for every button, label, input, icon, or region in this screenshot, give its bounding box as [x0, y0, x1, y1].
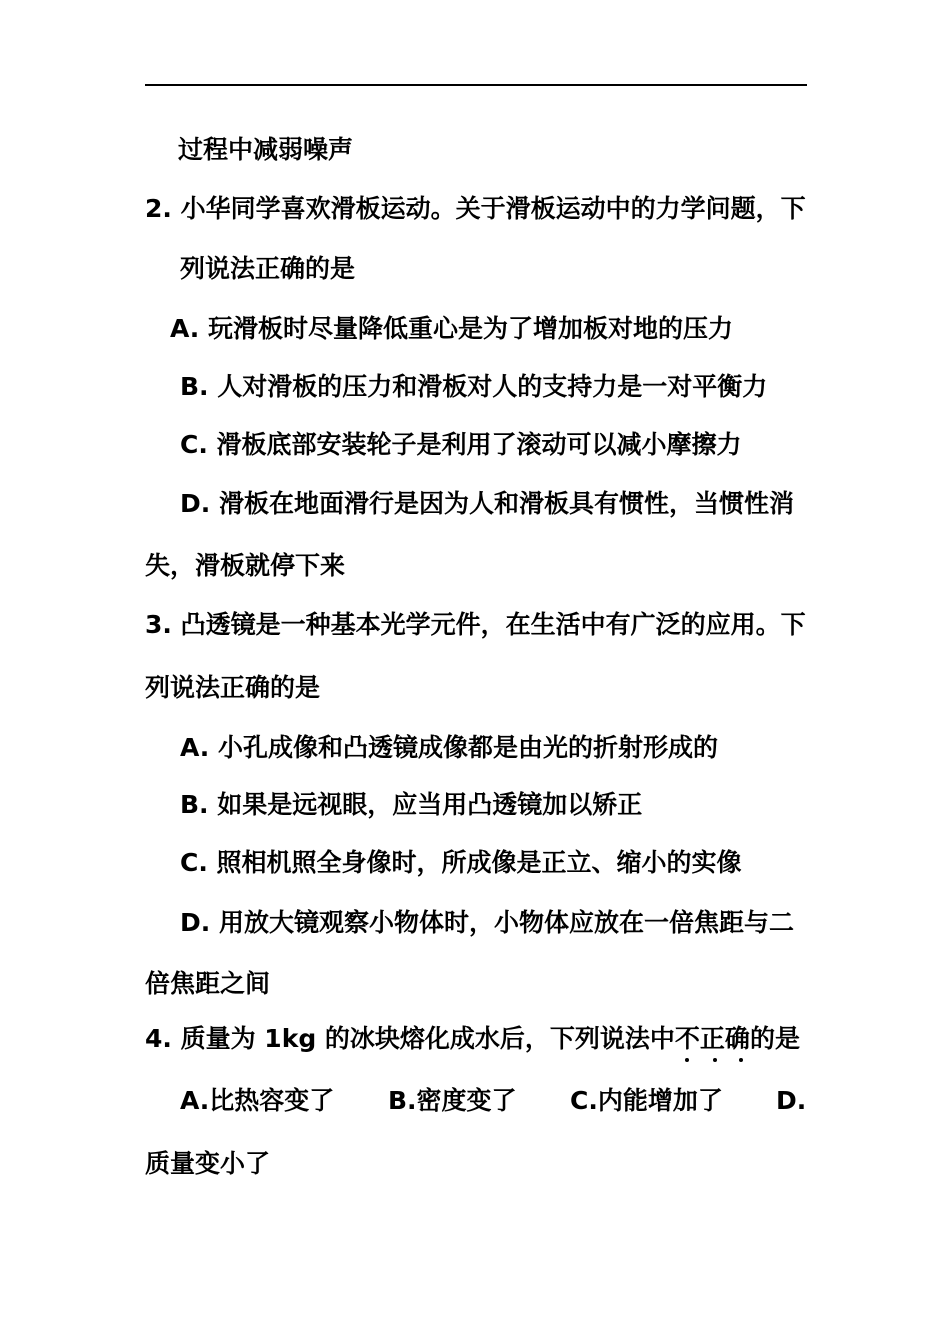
q4-stem	[145, 1022, 800, 1056]
q3-stem-line-2: 列说法正确的是	[145, 673, 321, 702]
q3-option-d-line-1: D. 用放大镜观察小物体时，小物体应放在一倍焦距与二	[180, 908, 794, 937]
q3-option-d-line-2: 倍焦距之间	[145, 969, 271, 998]
q2-option-b: B. 人对滑板的压力和滑板对人的支持力是一对平衡力	[180, 372, 768, 401]
q4-stem-text-post: 的是	[749, 1024, 800, 1053]
q4-option-c: C.内能增加了	[570, 1086, 723, 1115]
q3-stem-line-1: 3. 凸透镜是一种基本光学元件，在生活中有广泛的应用。下	[145, 610, 806, 639]
q4-stem-emphasized-text	[675, 1024, 750, 1053]
q3-option-a: A. 小孔成像和凸透镜成像都是由光的折射形成的	[180, 733, 719, 762]
q4-stem-text-pre: 4. 质量为 1kg 的冰块熔化成水后，下列说法中	[145, 1024, 675, 1053]
q4-option-d-text: 质量变小了	[145, 1149, 271, 1178]
q2-stem-line-1: 2. 小华同学喜欢滑板运动。关于滑板运动中的力学问题，下	[145, 194, 806, 223]
q4-options-row	[0, 1084, 950, 1118]
emphasis-dot	[685, 1058, 689, 1062]
q4-option-d-label: D.	[776, 1086, 807, 1115]
emphasis-dot	[739, 1058, 743, 1062]
q3-option-b: B. 如果是远视眼，应当用凸透镜加以矫正	[180, 790, 643, 819]
q4-option-b: B.密度变了	[388, 1086, 517, 1115]
q2-option-d-line-2: 失，滑板就停下来	[145, 551, 346, 580]
q2-option-c: C. 滑板底部安装轮子是利用了滚动可以减小摩擦力	[180, 430, 742, 459]
header-rule	[145, 84, 807, 86]
q2-option-a: A. 玩滑板时尽量降低重心是为了增加板对地的压力	[170, 314, 734, 343]
q4-option-a: A.比热容变了	[180, 1086, 335, 1115]
q4-stem-emphasis-words: 不正确	[674, 1024, 750, 1053]
text-line-continuation: 过程中减弱噪声	[178, 135, 354, 164]
emphasis-dot	[713, 1058, 717, 1062]
q2-stem-line-2: 列说法正确的是	[180, 254, 356, 283]
q3-option-c: C. 照相机照全身像时，所成像是正立、缩小的实像	[180, 848, 742, 877]
q2-option-d-line-1: D. 滑板在地面滑行是因为人和滑板具有惯性，当惯性消	[180, 489, 794, 518]
